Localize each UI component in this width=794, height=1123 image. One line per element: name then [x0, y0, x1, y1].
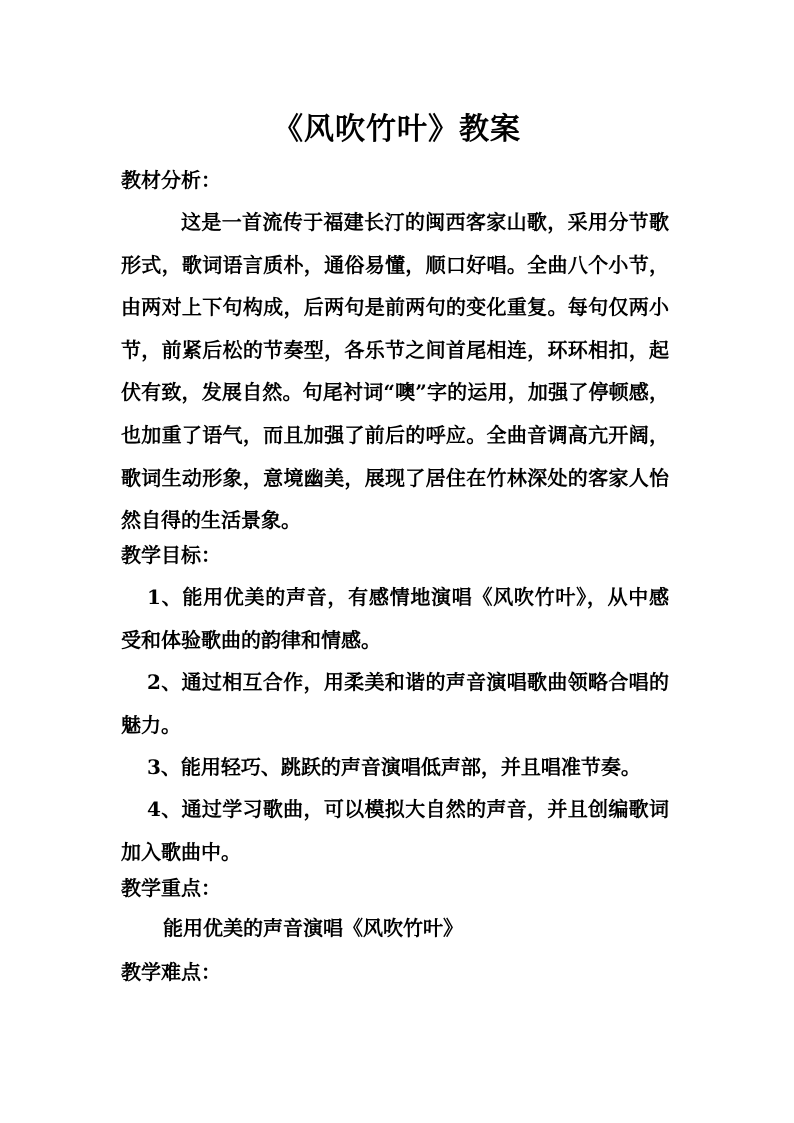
section-heading-difficulties: 教学难点： — [121, 960, 221, 984]
goal-item-1: 1、能用优美的声音，有感情地演唱《风吹竹叶》，从中感受和体验歌曲的韵律和情感。 — [121, 585, 669, 652]
goal-item-4: 4、通过学习歌曲，可以模拟大自然的声音，并且创编歌词加入歌曲中。 — [121, 797, 669, 864]
section-heading-goals: 教学目标： — [121, 543, 221, 567]
goal-item-2: 2、通过相互合作，用柔美和谐的声音演唱歌曲领略合唱的魅力。 — [121, 670, 669, 737]
key-point-text: 能用优美的声音演唱《风吹竹叶》 — [163, 916, 463, 940]
document-title: 《风吹竹叶》教案 — [273, 112, 521, 147]
section-heading-key-points: 教学重点： — [121, 876, 221, 900]
goal-item-3: 3、能用轻巧、跳跃的声音演唱低声部，并且唱准节奏。 — [147, 755, 641, 779]
analysis-paragraph: 这是一首流传于福建长汀的闽西客家山歌，采用分节歌形式，歌词语言质朴，通俗易懂，顺口好唱。全曲八个小节，由两对上下句构成，后两句是前两句的变化重复。每句仅两小节，前紧后松的节奏型，各乐节之间首尾相连，环环相扣，起伏有致，发展自然。句尾衬词“噢”字的运用，加强了停顿感，也加重了语气，而且加强了前后的呼应。全曲音调高亢开阔，歌词生动形象，意境幽美，展现了居住在竹林深处的客家人怡然自得的生活景象。 — [121, 210, 669, 533]
section-heading-analysis: 教材分析： — [121, 168, 221, 192]
